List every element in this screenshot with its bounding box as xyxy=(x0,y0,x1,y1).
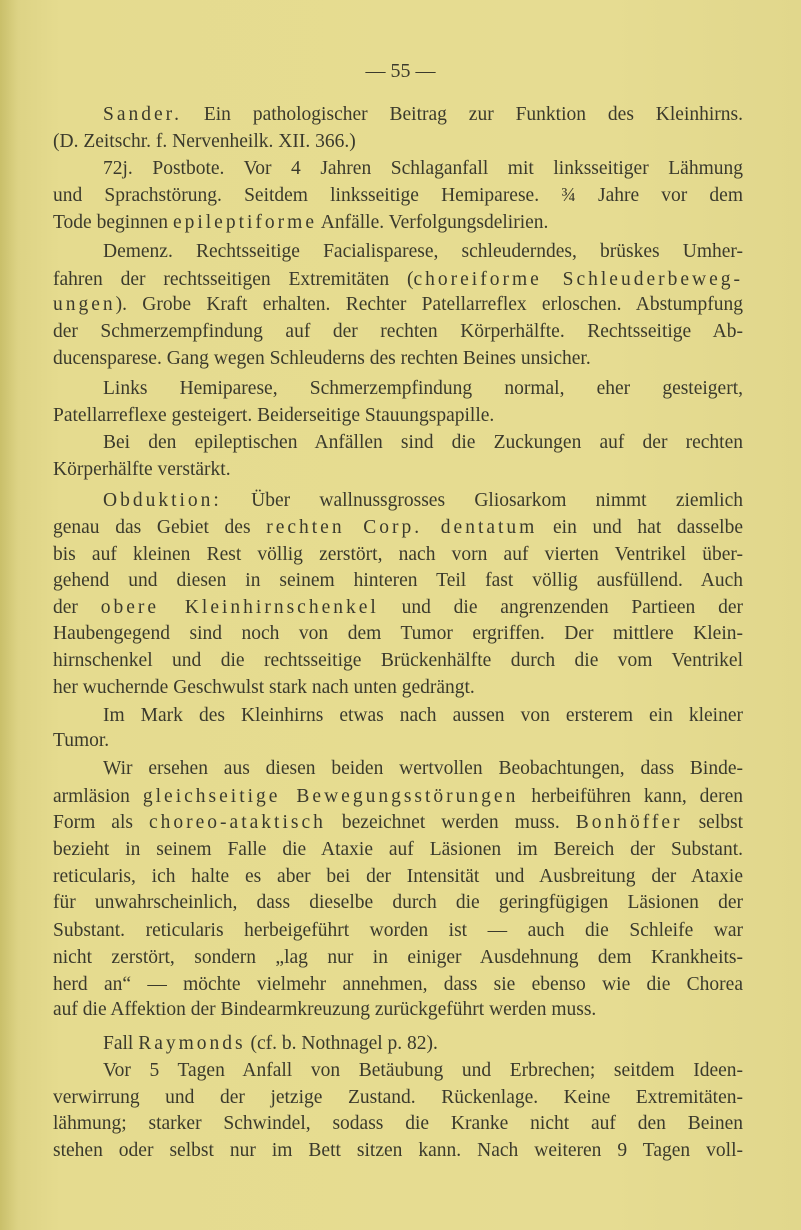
text-segment: der Schmerzempfindung auf der rechten Körperhälfte. Rechtsseitige Ab- xyxy=(53,321,743,342)
text-segment: auf die Affektion der Bindearmkreuzung zurückgeführt werden muss. xyxy=(53,999,597,1020)
text-line xyxy=(53,997,743,1023)
emphasized-text: Sander. xyxy=(103,104,182,125)
text-line xyxy=(53,1085,743,1111)
text-segment: Über wallnussgrosses Gliosarkom nimmt ziemlich xyxy=(221,490,743,511)
emphasized-text: Obduktion: xyxy=(103,490,222,511)
text-segment: für unwahrscheinlich, dass dieselbe durch die geringfügigen Läsionen der xyxy=(53,892,743,913)
text-segment: Ein pathologischer Beitrag zur Funktion des Kleinhirns. xyxy=(181,104,743,125)
text-segment: Wir ersehen aus diesen beiden wertvollen Beobachtungen, dass Binde- xyxy=(103,758,743,779)
text-line xyxy=(53,945,743,971)
emphasized-text: Raymonds xyxy=(138,1033,246,1054)
text-segment: Anfälle. Verfolgungsdelirien. xyxy=(316,212,549,233)
text-segment: her wuchernde Geschwulst stark nach unten gedrängt. xyxy=(53,677,475,698)
text-line xyxy=(53,918,743,944)
text-line xyxy=(53,267,743,293)
text-line xyxy=(53,183,743,209)
text-segment: ein und hat dasselbe xyxy=(537,517,743,538)
text-line xyxy=(53,648,743,674)
text-line xyxy=(53,292,743,318)
text-line xyxy=(103,156,743,182)
emphasized-text: ungen xyxy=(53,294,116,315)
text-segment: Bei den epileptischen Anfällen sind die Zuckungen auf der rechten xyxy=(103,432,743,453)
text-line xyxy=(53,621,743,647)
text-segment: der xyxy=(53,597,101,618)
text-segment: fahren der rechtsseitigen Extremitäten ( xyxy=(53,269,414,290)
emphasized-text: rechten Corp. dentatum xyxy=(266,517,538,538)
text-line xyxy=(53,784,743,810)
text-segment: stehen oder selbst nur im Bett sitzen kann. Nach weiteren 9 Tagen voll- xyxy=(53,1140,743,1161)
text-line xyxy=(53,346,743,372)
text-line xyxy=(53,810,743,836)
text-segment: Patellarreflexe gesteigert. Beiderseitige Stauungspapille. xyxy=(53,405,495,426)
text-line xyxy=(53,972,743,998)
text-segment: bezeichnet werden muss. xyxy=(325,812,576,833)
text-segment: (D. Zeitschr. f. Nervenheilk. XII. 366.) xyxy=(53,131,356,152)
text-segment: lähmung; starker Schwindel, sodass die Kranke nicht auf den Beinen xyxy=(53,1113,743,1134)
text-segment: ). Grobe Kraft erhalten. Rechter Patellarreflex erloschen. Abstumpfung xyxy=(115,294,743,315)
text-line xyxy=(53,864,743,890)
text-segment: Tumor. xyxy=(53,730,110,751)
page-number: — 55 — xyxy=(365,60,436,82)
text-segment: selbst xyxy=(682,812,744,833)
text-line xyxy=(53,1111,743,1137)
text-segment: bezieht in seinem Falle die Ataxie auf Läsionen im Bereich der Substant. xyxy=(53,839,743,860)
text-line xyxy=(103,488,743,514)
text-segment: ducensparese. Gang wegen Schleuderns des rechten Beines unsicher. xyxy=(53,348,591,369)
text-line xyxy=(103,1058,743,1084)
text-line xyxy=(53,728,743,754)
text-line xyxy=(53,542,743,568)
text-segment: Körperhälfte verstärkt. xyxy=(53,459,231,480)
text-segment: Tode beginnen xyxy=(53,212,173,233)
text-line xyxy=(53,568,743,594)
text-line xyxy=(103,703,743,729)
text-segment: reticularis, ich halte es aber bei der Intensität und Ausbreitung der Ataxie xyxy=(53,866,743,887)
text-line xyxy=(53,457,743,483)
text-segment: herd an“ — möchte vielmehr annehmen, dass sie ebenso wie die Chorea xyxy=(53,974,743,995)
text-segment: Haubengegend sind noch von dem Tumor ergriffen. Der mittlere Klein- xyxy=(53,623,743,644)
emphasized-text: choreiforme Schleuderbeweg- xyxy=(413,269,743,290)
text-segment: Im Mark des Kleinhirns etwas nach aussen von ersterem ein kleiner xyxy=(103,705,743,726)
text-line xyxy=(53,890,743,916)
text-line xyxy=(103,756,743,782)
text-line xyxy=(53,675,743,701)
text-segment: armläsion xyxy=(53,786,143,807)
text-segment: Vor 5 Tagen Anfall von Betäubung und Erbrechen; seitdem Ideen- xyxy=(103,1060,743,1081)
text-segment: bis auf kleinen Rest völlig zerstört, nach vorn auf vierten Ventrikel über- xyxy=(53,544,743,565)
emphasized-text: obere Kleinhirnschenkel xyxy=(100,597,379,618)
text-segment: und die angrenzenden Partieen der xyxy=(378,597,743,618)
text-line xyxy=(103,239,743,265)
text-segment: (cf. b. Nothnagel p. 82). xyxy=(245,1033,438,1054)
emphasized-text: gleichseitige Bewegungsstörungen xyxy=(142,786,519,807)
text-segment: und Sprachstörung. Seitdem linksseitige Hemiparese. ¾ Jahre vor dem xyxy=(53,185,743,206)
text-segment: Links Hemiparese, Schmerzempfindung normal, eher gesteigert, xyxy=(103,378,743,399)
text-line xyxy=(53,403,743,429)
text-line xyxy=(53,1138,743,1164)
text-segment: genau das Gebiet des xyxy=(53,517,267,538)
text-segment: gehend und diesen in seinem hinteren Teil fast völlig ausfüllend. Auch xyxy=(53,570,743,591)
text-line xyxy=(53,210,743,236)
text-segment: nicht zerstört, sondern „lag nur in einiger Ausdehnung dem Krankheits- xyxy=(53,947,743,968)
text-line xyxy=(53,129,743,155)
text-segment: Fall xyxy=(103,1033,139,1054)
emphasized-text: epileptiforme xyxy=(172,212,317,233)
text-line xyxy=(103,102,743,128)
text-line xyxy=(53,837,743,863)
emphasized-text: Bonhöffer xyxy=(575,812,683,833)
text-segment: Form als xyxy=(53,812,149,833)
text-line xyxy=(53,595,743,621)
text-line xyxy=(103,430,743,456)
text-line xyxy=(103,1031,743,1057)
text-line xyxy=(53,515,743,541)
emphasized-text: choreo-ataktisch xyxy=(149,812,326,833)
text-line xyxy=(53,319,743,345)
text-segment: herbeiführen kann, deren xyxy=(518,786,743,807)
text-segment: hirnschenkel und die rechtsseitige Brückenhälfte durch die vom Ventrikel xyxy=(53,650,743,671)
text-segment: verwirrung und der jetzige Zustand. Rückenlage. Keine Extremitäten- xyxy=(53,1087,743,1108)
text-segment: Demenz. Rechtsseitige Facialisparese, schleuderndes, brüskes Umher- xyxy=(103,241,743,262)
text-segment: Substant. reticularis herbeigeführt worden ist — auch die Schleife war xyxy=(53,920,743,941)
text-segment: 72j. Postbote. Vor 4 Jahren Schlaganfall mit linksseitiger Lähmung xyxy=(103,158,743,179)
text-line xyxy=(103,376,743,402)
